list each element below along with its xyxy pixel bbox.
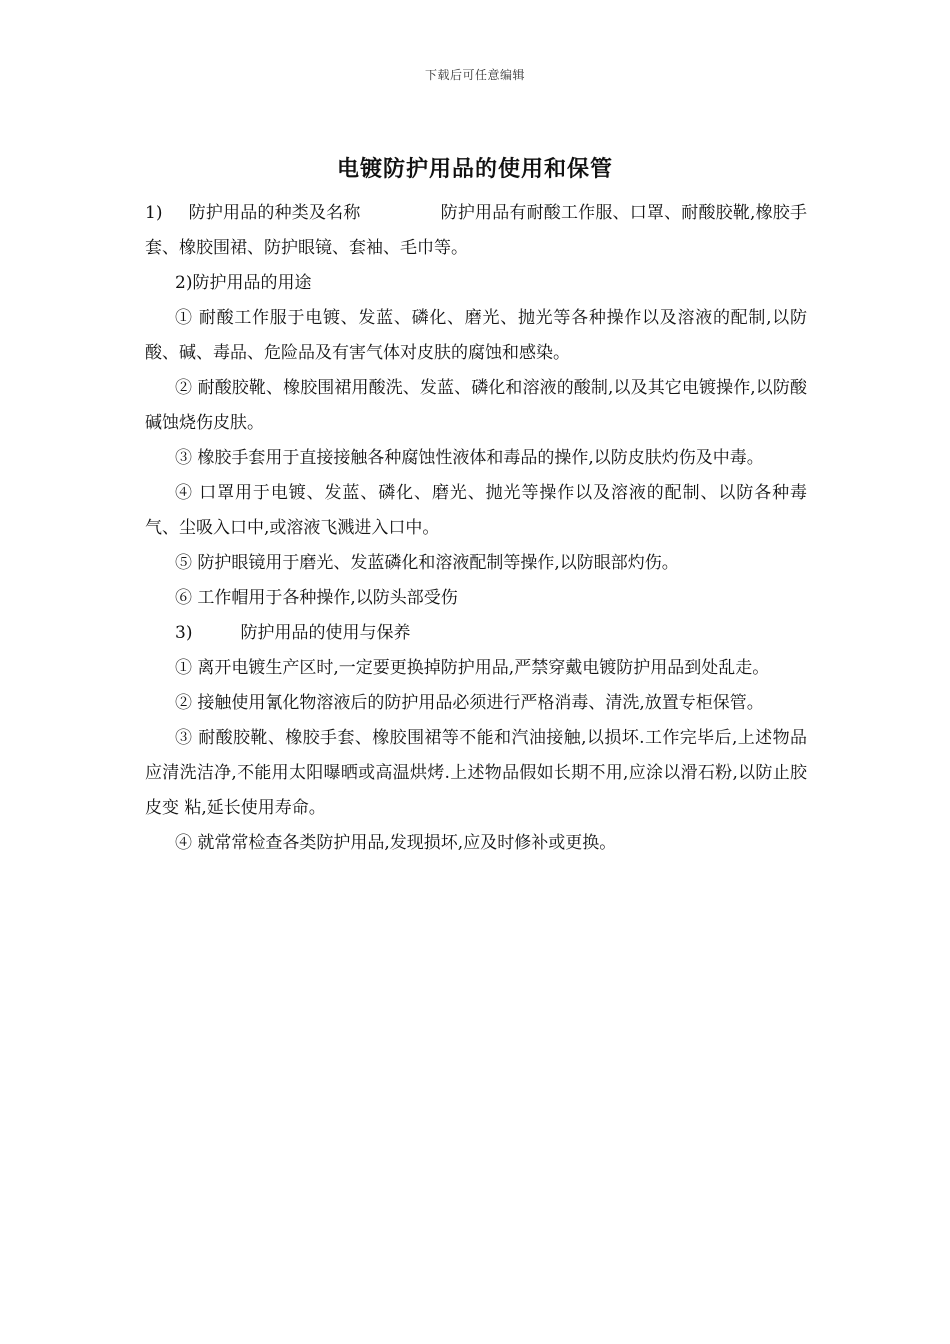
section3-item-2: ② 接触使用氰化物溶液后的防护用品必须进行严格消毒、清洗,放置专柜保管。 (175, 693, 764, 713)
header-note: 下载后可任意编辑 (424, 68, 525, 82)
section1-body: 防护用品有耐酸工作服、口罩、耐酸胶靴,橡胶手套、橡胶围裙、防护眼镜、套袖、毛巾等。 (145, 203, 807, 258)
section1-number: 1) (145, 203, 163, 223)
document-title: 电镀防护用品的使用和保管 (336, 156, 613, 182)
section2-item-2: ② 耐酸胶靴、橡胶围裙用酸洗、发蓝、磷化和溶液的酸制,以及其它电镀操作,以防酸碱蚀烧伤皮肤。 (145, 378, 807, 433)
section2-item-6: ⑥ 工作帽用于各种操作,以防头部受伤 (175, 588, 458, 608)
section1-paragraph (145, 196, 807, 266)
section2-item-4: ④ 口罩用于电镀、发蓝、磷化、磨光、抛光等操作以及溶液的配制、以防各种毒气、尘吸入口中,或溶液飞溅进入口中。 (145, 483, 807, 538)
section3-heading-line (145, 616, 807, 651)
section2-item-5: ⑤ 防护眼镜用于磨光、发蓝磷化和溶液配制等操作,以防眼部灼伤。 (175, 553, 679, 573)
section2-item-3: ③ 橡胶手套用于直接接触各种腐蚀性液体和毒品的操作,以防皮肤灼伤及中毒。 (175, 448, 764, 468)
section3-heading: 防护用品的使用与保养 (240, 623, 411, 643)
section3-item-1: ① 离开电镀生产区时,一定要更换掉防护用品,严禁穿戴电镀防护用品到处乱走。 (175, 658, 770, 678)
section2-item-1: ① 耐酸工作服于电镀、发蓝、磷化、磨光、抛光等各种操作以及溶液的配制,以防酸、碱、毒品、危险品及有害气体对皮肤的腐蚀和感染。 (145, 308, 807, 363)
section3-item-4: ④ 就常常检查各类防护用品,发现损坏,应及时修补或更换。 (175, 833, 617, 853)
section3-number: 3) (175, 623, 193, 643)
section2-heading: 2)防护用品的用途 (175, 273, 312, 293)
document-body (145, 196, 807, 861)
section3-item-3: ③ 耐酸胶靴、橡胶手套、橡胶围裙等不能和汽油接触,以损坏.工作完毕后,上述物品应清洗洁净,不能用太阳曝晒或高温烘烤.上述物品假如长期不用,应涂以滑石粉,以防止胶皮变 粘,延长使用寿命。 (145, 728, 807, 818)
section1-heading: 防护用品的种类及名称 (188, 203, 361, 223)
